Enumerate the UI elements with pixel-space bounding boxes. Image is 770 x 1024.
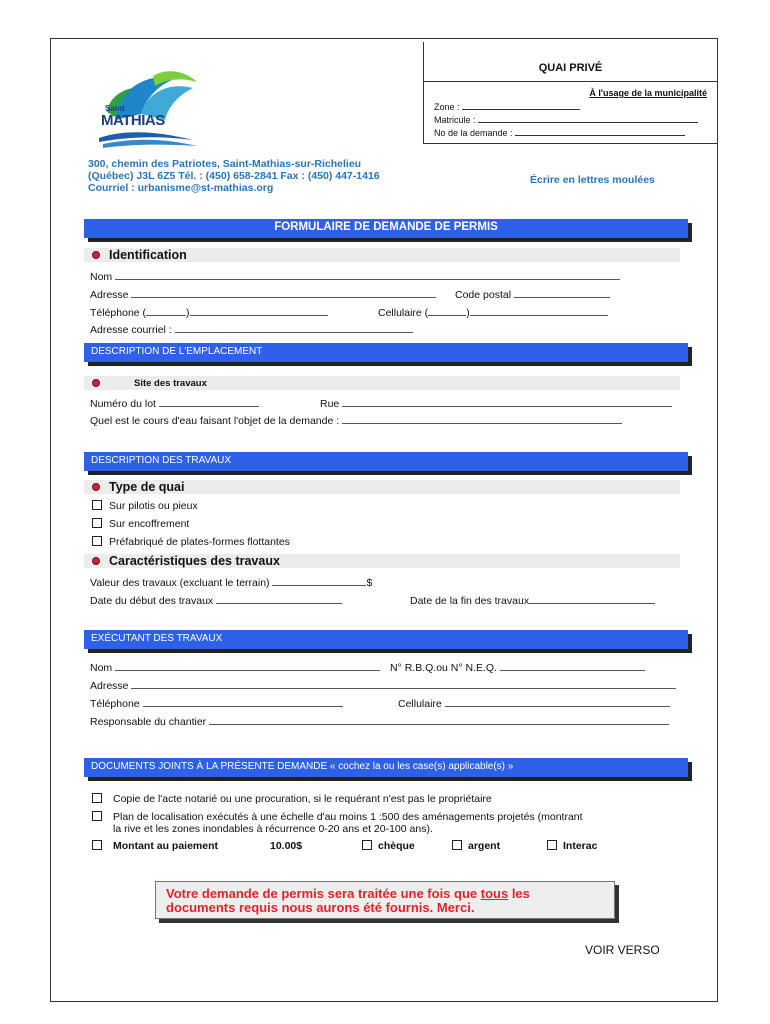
postal-code-field[interactable] xyxy=(455,286,610,301)
doc-location-plan-line2 xyxy=(113,823,433,835)
contractor-cell-field[interactable] xyxy=(398,695,670,710)
contact-email: Courriel : urbanisme@st-mathias.org xyxy=(88,182,274,194)
doc-notarial-deed[interactable] xyxy=(92,793,492,805)
demande-number-label: No de la demande : xyxy=(434,128,513,138)
applicant-email-field[interactable] xyxy=(90,321,413,336)
postal-code-label: Code postal xyxy=(455,289,512,301)
checkbox-icon[interactable] xyxy=(92,536,102,546)
print-instruction: Écrire en lettres moulées xyxy=(530,174,655,186)
notice-part1: Votre demande de permis sera traitée une fois que xyxy=(166,886,481,901)
dock-option-encoffrement-label: Sur encoffrement xyxy=(109,518,190,530)
contact-phone-fax: (Québec) J3L 6Z5 Tél. : (450) 658-2841 Fax : (450) 447-1416 xyxy=(88,170,380,182)
site-manager-field[interactable] xyxy=(90,713,669,728)
form-type-header xyxy=(424,42,717,82)
payment-cash-label: argent xyxy=(468,840,501,852)
contractor-address-field[interactable] xyxy=(90,677,676,692)
payment-interac[interactable] xyxy=(547,840,597,852)
checkbox-icon[interactable] xyxy=(362,840,372,850)
demande-number-field[interactable] xyxy=(434,126,685,138)
zone-label: Zone : xyxy=(434,102,460,112)
applicant-phone-field[interactable] xyxy=(90,304,328,319)
contractor-phone-label: Téléphone xyxy=(90,698,140,710)
rbq-neq-field[interactable] xyxy=(390,659,645,674)
required-documents-notice xyxy=(155,881,615,919)
site-manager-label: Responsable du chantier xyxy=(90,716,207,728)
travaux-bar-text: DESCRIPTION DES TRAVAUX xyxy=(91,455,232,466)
checkbox-icon[interactable] xyxy=(92,840,102,850)
checkbox-icon[interactable] xyxy=(452,840,462,850)
municipal-use-label: À l'usage de la municipalité xyxy=(589,88,707,98)
work-characteristics-heading xyxy=(84,554,680,568)
notice-underlined: tous xyxy=(480,886,509,901)
form-title: FORMULAIRE DE DEMANDE DE PERMIS xyxy=(274,221,498,233)
payment-cheque-label: chèque xyxy=(378,840,415,852)
identification-heading-text: Identification xyxy=(109,248,187,262)
dock-type-heading-text: Type de quai xyxy=(109,480,185,494)
doc-location-plan-label-1: Plan de localisation exécutés à une échelle d'au moins 1 :500 des aménagements projetés (montrant xyxy=(113,811,583,823)
applicant-address-label: Adresse xyxy=(90,289,129,301)
form-title-bar xyxy=(84,219,688,238)
bullet-icon xyxy=(92,557,100,565)
municipality-contact xyxy=(88,158,380,194)
doc-location-plan-label-2: la rive et les zones inondables à récurrence 0-20 ans et 20-100 ans). xyxy=(113,823,433,835)
dock-option-encoffrement[interactable] xyxy=(92,518,189,530)
work-characteristics-heading-text: Caractéristiques des travaux xyxy=(109,554,280,568)
applicant-address-field[interactable] xyxy=(90,286,436,301)
bullet-icon xyxy=(92,483,100,491)
dock-option-flottant[interactable] xyxy=(92,536,290,548)
work-value-field[interactable] xyxy=(90,574,372,589)
executant-bar xyxy=(84,630,688,649)
matricule-label: Matricule : xyxy=(434,115,476,125)
payment-amount[interactable] xyxy=(92,840,218,852)
dock-option-pilotis-label: Sur pilotis ou pieux xyxy=(109,500,198,512)
checkbox-icon[interactable] xyxy=(92,500,102,510)
checkbox-icon[interactable] xyxy=(92,811,102,821)
watercourse-field[interactable] xyxy=(90,412,622,427)
lot-number-label: Numéro du lot xyxy=(90,398,156,410)
dock-type-heading xyxy=(84,480,680,494)
emplacement-bar xyxy=(84,343,688,362)
payment-cheque[interactable] xyxy=(362,840,415,852)
dock-option-flottant-label: Préfabriqué de plates-formes flottantes xyxy=(109,536,290,548)
start-date-label: Date du début des travaux xyxy=(90,595,214,607)
dock-option-pilotis[interactable] xyxy=(92,500,198,512)
site-heading-text: Site des travaux xyxy=(134,378,207,389)
watercourse-label: Quel est le cours d'eau faisant l'objet de la demande : xyxy=(90,415,340,427)
checkbox-icon[interactable] xyxy=(92,518,102,528)
end-date-field[interactable] xyxy=(410,592,655,607)
applicant-name-label: Nom xyxy=(90,271,113,283)
contact-address: 300, chemin des Patriotes, Saint-Mathias-sur-Richelieu xyxy=(88,158,362,170)
doc-location-plan[interactable] xyxy=(92,811,583,823)
applicant-email-label: Adresse courriel : xyxy=(90,324,172,336)
street-field[interactable] xyxy=(320,395,672,410)
travaux-bar xyxy=(84,452,688,471)
cell-paren-close: ) xyxy=(466,307,470,319)
see-reverse-label: VOIR VERSO xyxy=(585,943,660,957)
doc-notarial-deed-label: Copie de l'acte notarié ou une procuration, si le requérant n'est pas le propriétaire xyxy=(113,793,492,805)
municipal-use-box xyxy=(423,42,717,144)
identification-heading xyxy=(84,248,680,262)
applicant-cell-field[interactable] xyxy=(378,304,608,319)
applicant-phone-label: Téléphone ( xyxy=(90,307,147,319)
payment-interac-label: Interac xyxy=(563,840,598,852)
documents-bar-text: DOCUMENTS JOINTS À LA PRÉSENTE DEMANDE « cochez la ou les case(s) applicable(s) » xyxy=(91,761,514,772)
phone-paren-close: ) xyxy=(186,307,190,319)
contractor-phone-field[interactable] xyxy=(90,695,343,710)
payment-amount-label: Montant au paiement xyxy=(113,840,219,852)
dollar-sign: $ xyxy=(366,577,373,589)
work-value-label: Valeur des travaux (excluant le terrain) xyxy=(90,577,270,589)
form-type-title: QUAI PRIVÉ xyxy=(538,62,603,74)
notice-part2: les xyxy=(508,886,530,901)
matricule-field[interactable] xyxy=(434,113,698,125)
notice-line2: documents requis nous aurons été fournis. Merci. xyxy=(166,900,475,915)
applicant-cell-label: Cellulaire ( xyxy=(378,307,429,319)
checkbox-icon[interactable] xyxy=(92,793,102,803)
rbq-neq-label: N° R.B.Q.ou N° N.E.Q. xyxy=(390,662,498,674)
payment-cash[interactable] xyxy=(452,840,500,852)
zone-field[interactable] xyxy=(434,100,580,112)
applicant-name-field[interactable] xyxy=(90,268,620,283)
saint-mathias-logo xyxy=(93,68,203,148)
street-label: Rue xyxy=(320,398,340,410)
logo-mathias-text: MATHIAS xyxy=(101,112,165,129)
logo-saint-text: Saint xyxy=(105,104,125,113)
start-date-field[interactable] xyxy=(90,592,342,607)
contractor-cell-label: Cellulaire xyxy=(398,698,442,710)
contractor-address-label: Adresse xyxy=(90,680,129,692)
checkbox-icon[interactable] xyxy=(547,840,557,850)
bullet-icon xyxy=(92,379,100,387)
contractor-name-label: Nom xyxy=(90,662,113,674)
lot-number-field[interactable] xyxy=(90,395,259,410)
payment-amount-value: 10.00$ xyxy=(270,840,303,852)
documents-bar xyxy=(84,758,688,777)
executant-bar-text: EXÉCUTANT DES TRAVAUX xyxy=(91,633,223,644)
emplacement-bar-text: DESCRIPTION DE L'EMPLACEMENT xyxy=(91,346,263,357)
bullet-icon xyxy=(92,251,100,259)
site-heading xyxy=(84,376,680,390)
end-date-label: Date de la fin des travaux xyxy=(410,595,530,607)
contractor-name-field[interactable] xyxy=(90,659,380,674)
